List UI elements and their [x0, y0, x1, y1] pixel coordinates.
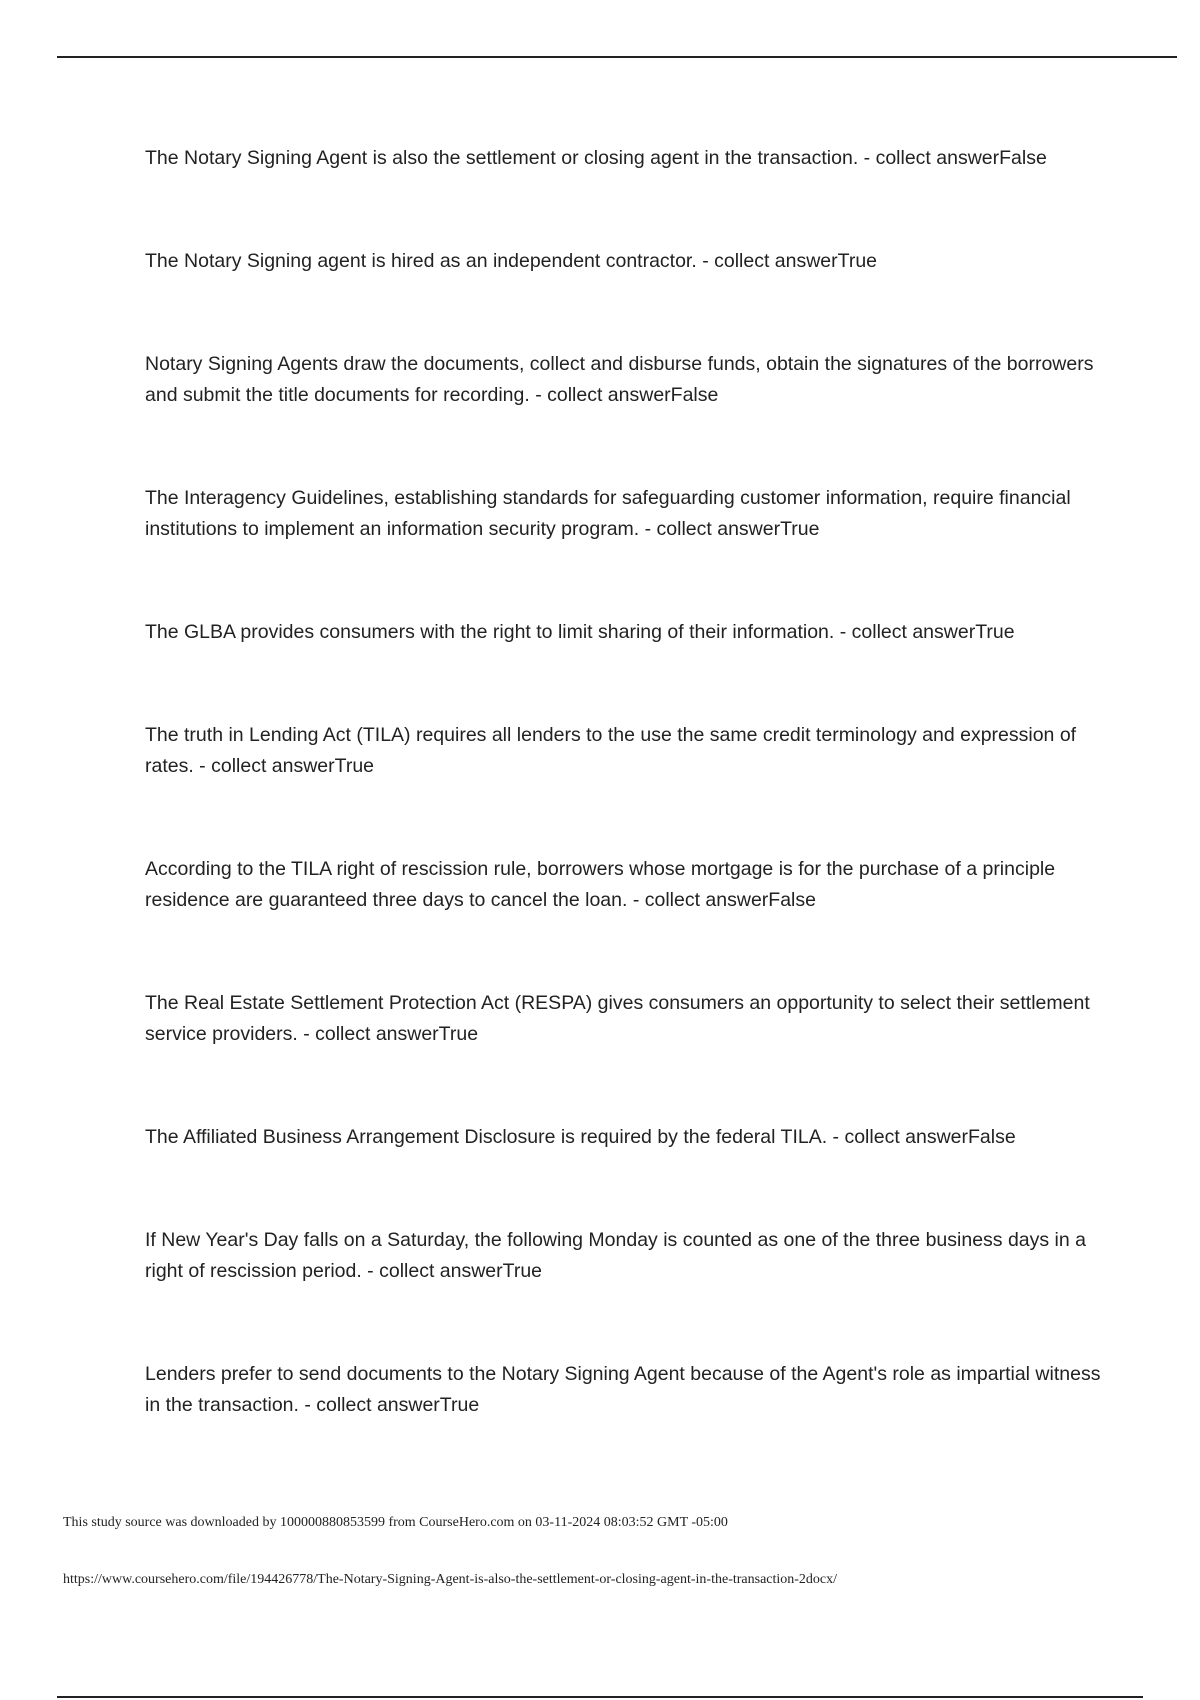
qa-item-2: The Notary Signing agent is hired as an independent contractor. - collect answerTrue: [145, 250, 878, 272]
qa-item-8: The Real Estate Settlement Protection Act (RESPA) gives consumers an opportunity to select their settlement service providers. - collect answerTrue: [145, 992, 1090, 1045]
bottom-divider: [57, 1696, 1143, 1698]
qa-item-7: According to the TILA right of rescission rule, borrowers whose mortgage is for the purchase of a principle residence are guaranteed three days to cancel the loan. - collect answerFalse: [145, 858, 1056, 911]
qa-item-9: The Affiliated Business Arrangement Disclosure is required by the federal TILA. - collect answerFalse: [145, 1126, 1016, 1148]
footer-source-url: https://www.coursehero.com/file/194426778/The-Notary-Signing-Agent-is-also-the-settlement-or-closing-agent-in-the-transaction-2docx/: [63, 1572, 838, 1587]
qa-item-1: The Notary Signing Agent is also the settlement or closing agent in the transaction. - collect answerFalse: [145, 147, 1047, 169]
qa-item-6: The truth in Lending Act (TILA) requires all lenders to the use the same credit terminology and expression of rates. - collect answerTrue: [145, 724, 1077, 777]
qa-item-4: The Interagency Guidelines, establishing standards for safeguarding customer information, require financial institutions to implement an information security program. - collect answerTrue: [145, 487, 1071, 540]
qa-item-5: The GLBA provides consumers with the right to limit sharing of their information. - collect answerTrue: [145, 621, 1015, 643]
footer-source-notice: This study source was downloaded by 100000880853599 from CourseHero.com on 03-11-2024 08:03:52 GMT -05:00: [63, 1515, 728, 1530]
top-divider: [57, 56, 1177, 58]
qa-item-11: Lenders prefer to send documents to the Notary Signing Agent because of the Agent's role as impartial witness in the transaction. - collect answerTrue: [145, 1363, 1101, 1416]
qa-item-3: Notary Signing Agents draw the documents, collect and disburse funds, obtain the signatures of the borrowers and submit the title documents for recording. - collect answerFalse: [145, 353, 1094, 406]
qa-item-10: If New Year's Day falls on a Saturday, the following Monday is counted as one of the three business days in a right of rescission period. - collect answerTrue: [145, 1229, 1086, 1282]
